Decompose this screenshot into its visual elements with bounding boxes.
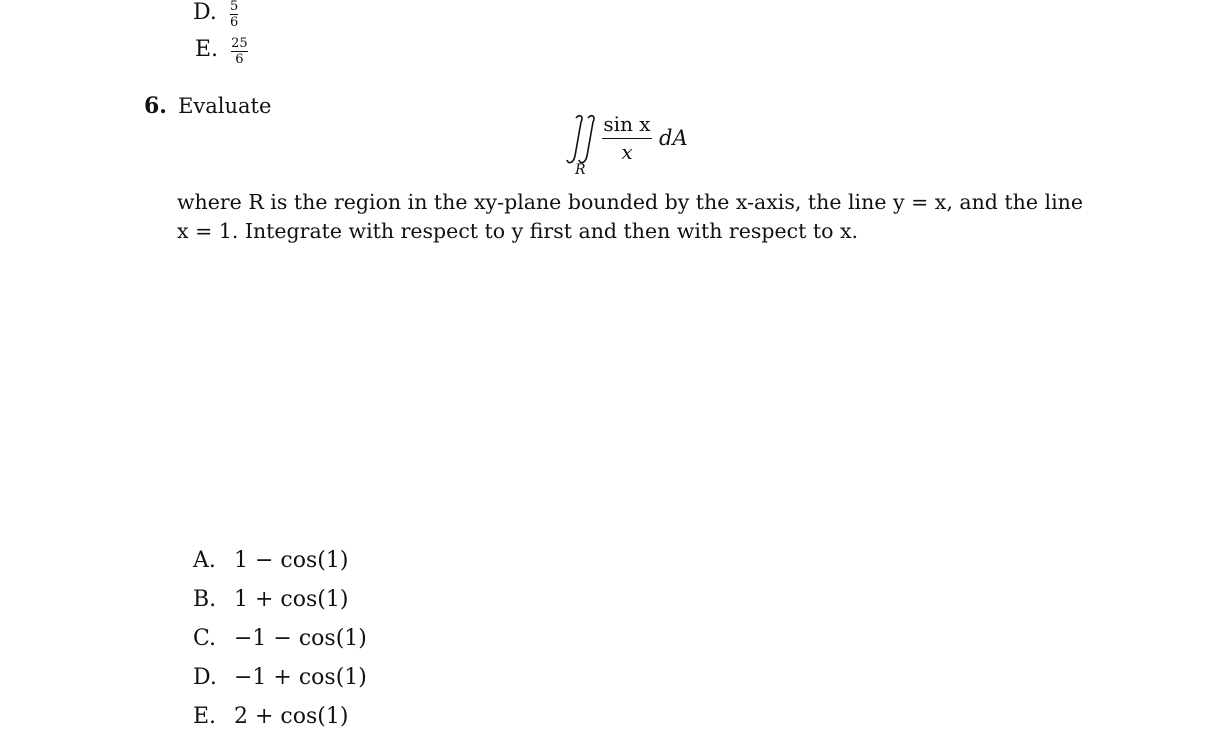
question-header — [144, 93, 271, 119]
question-lead: Evaluate — [178, 94, 272, 118]
answer-option-d — [193, 665, 367, 704]
integrand — [602, 112, 652, 163]
question-body — [177, 188, 1177, 246]
integrand-numerator: sin x — [603, 112, 651, 136]
double-integral-sign — [566, 114, 600, 166]
answer-letter: C. — [193, 626, 217, 651]
question-body-line-2: x = 1. Integrate with respect to y first and then with respect to x. — [177, 219, 859, 243]
answer-option-e — [193, 704, 367, 743]
option-letter: E. — [195, 37, 219, 62]
answer-letter: D. — [193, 665, 217, 690]
differential: dA — [659, 126, 688, 150]
answer-text: 2 + cos(1) — [234, 704, 349, 729]
fraction-numerator: 5 — [229, 0, 239, 14]
answer-letter: A. — [193, 548, 216, 573]
fraction — [231, 37, 248, 66]
answer-letter: E. — [193, 704, 217, 729]
double-integral — [566, 112, 706, 182]
integrand-denominator: x — [621, 140, 633, 164]
fraction-denominator: 6 — [235, 52, 244, 67]
option-letter: D. — [193, 0, 217, 25]
question-number: 6. — [144, 93, 167, 119]
answer-list — [193, 548, 367, 743]
answer-option-c — [193, 626, 367, 665]
prev-option-d — [193, 0, 238, 29]
answer-option-b — [193, 587, 367, 626]
fraction — [230, 0, 238, 29]
answer-text: −1 − cos(1) — [234, 626, 367, 651]
answer-text: 1 + cos(1) — [234, 587, 349, 612]
question-body-line-1: where R is the region in the xy-plane bounded by the x-axis, the line y = x, and the line — [177, 190, 1083, 214]
answer-option-a — [193, 548, 367, 587]
prev-option-e — [195, 37, 248, 66]
answer-text: 1 − cos(1) — [234, 548, 349, 573]
fraction-denominator: 6 — [229, 15, 239, 30]
integrand-bar — [602, 138, 652, 139]
answer-letter: B. — [193, 587, 217, 612]
answer-text: −1 + cos(1) — [234, 665, 367, 690]
region-subscript: R — [575, 162, 586, 178]
fraction-numerator: 25 — [231, 36, 248, 51]
